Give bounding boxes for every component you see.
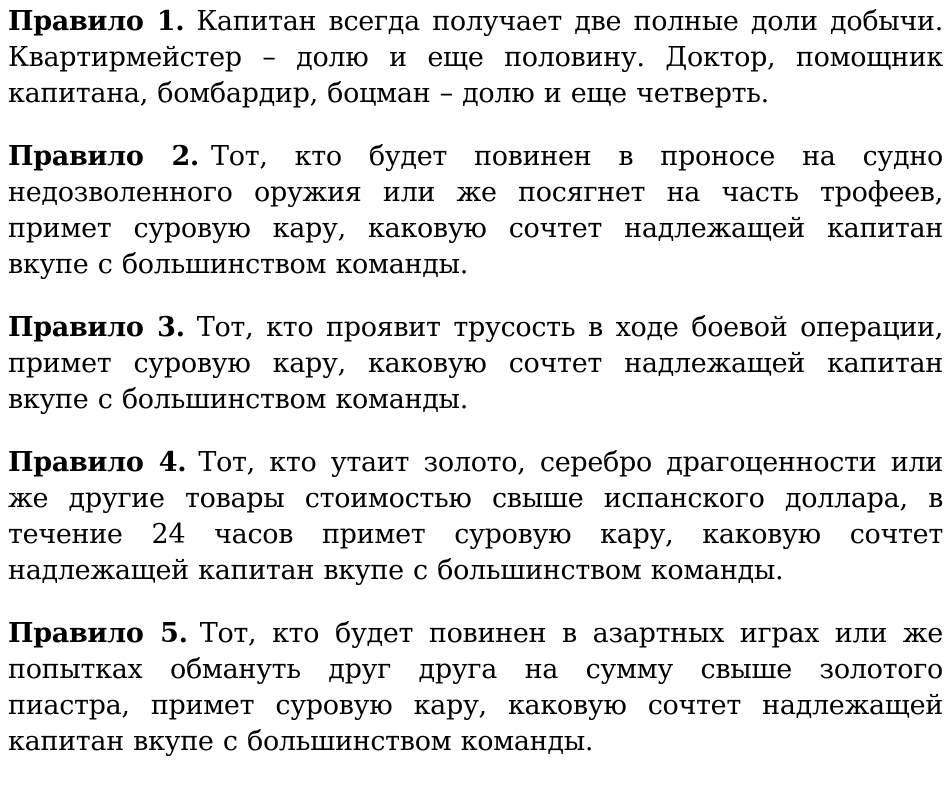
rule-4-label: Правило 4. <box>8 447 187 478</box>
rule-5-label: Правило 5. <box>8 618 188 649</box>
rule-2-label: Правило 2. <box>8 141 200 172</box>
rule-3 <box>8 310 943 418</box>
rule-4-text: Тот, кто утаит золото, серебро драгоценности или же другие товары стоимостью свыше испанского доллара, в течение 24 часов примет суровую кару, каковую сочтет надлежащей капитан вкупе с большинством команды. <box>8 447 944 586</box>
rule-3-text: Тот, кто проявит трусость в ходе боевой операции, примет суровую кару, каковую сочтет надлежащей капитан вкупе с большинством команды. <box>8 312 943 415</box>
rule-1-label: Правило 1. <box>8 6 185 37</box>
rule-5 <box>8 616 943 760</box>
rule-1-text: Капитан всегда получает две полные доли добычи. Квартирмейстер – долю и еще половину. Доктор, помощник капитана, бомбардир, боцман – долю и еще четверть. <box>8 6 943 109</box>
rule-3-label: Правило 3. <box>8 312 185 343</box>
rule-1 <box>8 4 943 112</box>
rule-2 <box>8 139 943 283</box>
rule-5-text: Тот, кто будет повинен в азартных играх или же попытках обмануть друг друга на сумму свыше золотого пиастра, примет суровую кару, каковую сочтет надлежащей капитан вкупе с большинством команды. <box>8 618 943 757</box>
rule-4 <box>8 445 943 589</box>
document-body <box>8 4 943 760</box>
rule-2-text: Тот, кто будет повинен в проносе на судно недозволенного оружия или же посягнет на часть трофеев, примет суровую кару, каковую сочтет надлежащей капитан вкупе с большинством команды. <box>8 141 943 280</box>
